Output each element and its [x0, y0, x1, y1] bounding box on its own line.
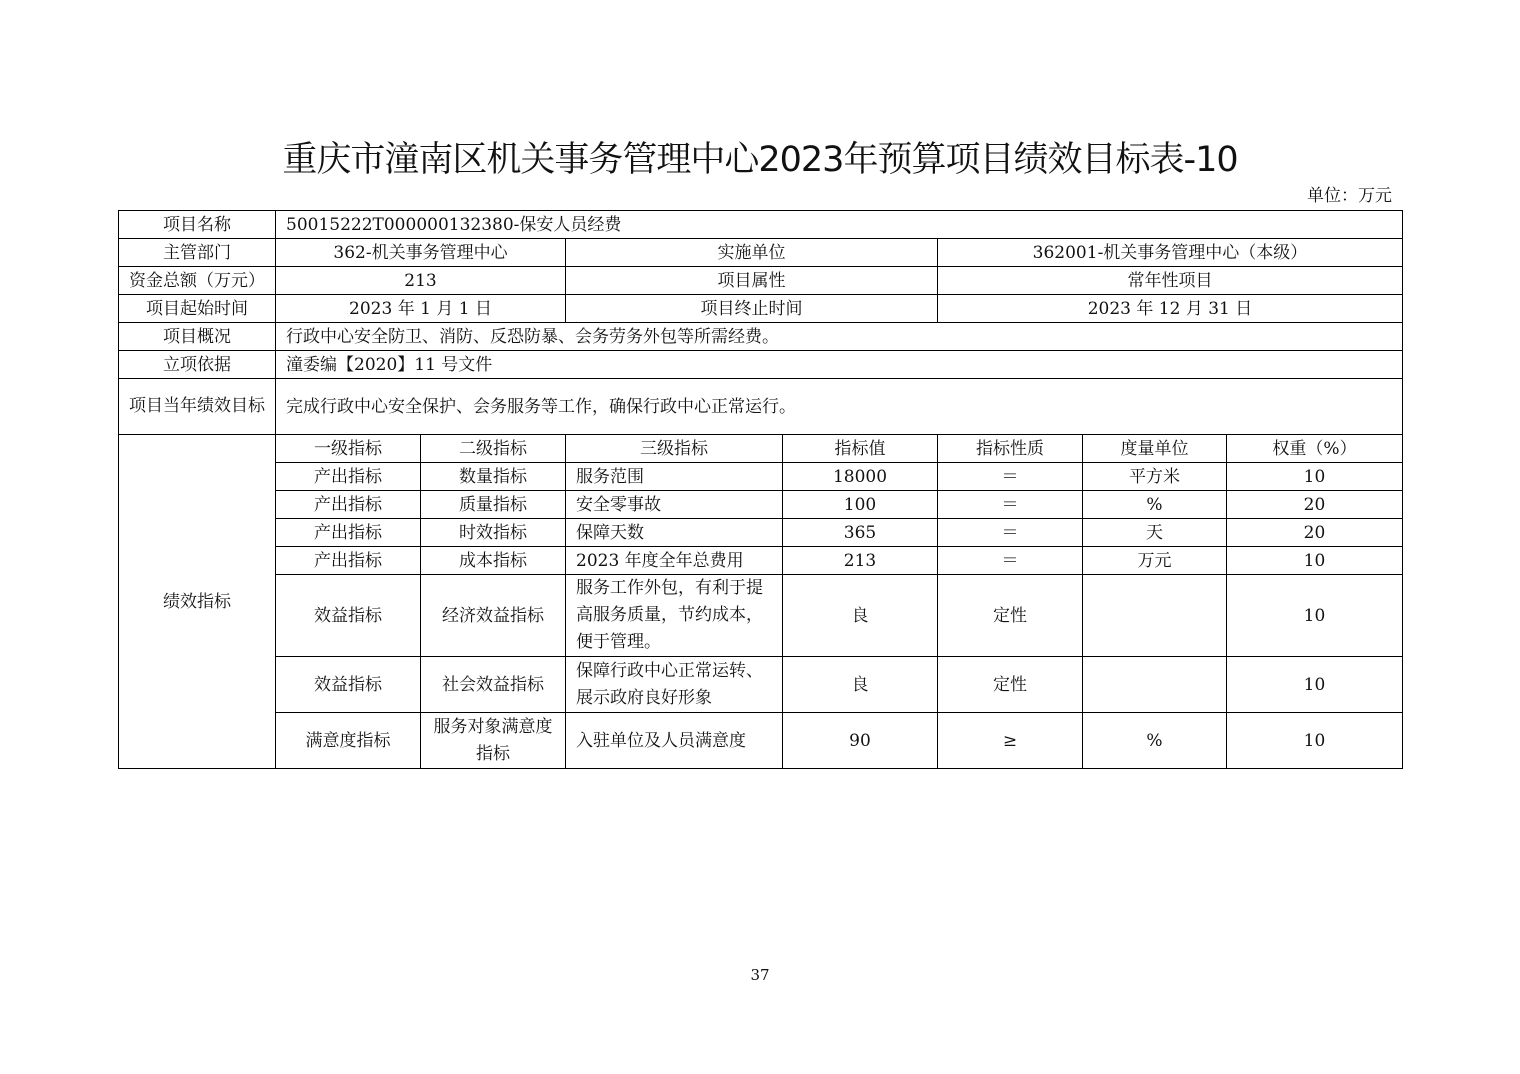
value-annual-goal: 完成行政中心安全保护、会务服务等工作，确保行政中心正常运行。: [276, 379, 1403, 435]
label-start-date: 项目起始时间: [119, 295, 276, 323]
indicator-row: [119, 519, 1403, 547]
indicator-unit: [1083, 657, 1227, 713]
header-level1: 一级指标: [276, 435, 421, 463]
indicator-row: [119, 713, 1403, 769]
header-value: 指标值: [783, 435, 938, 463]
indicator-weight: 10: [1227, 575, 1403, 657]
indicator-level2: 社会效益指标: [421, 657, 566, 713]
label-implementing-unit: 实施单位: [566, 239, 938, 267]
indicator-nature: ≥: [938, 713, 1083, 769]
indicator-value: 18000: [783, 463, 938, 491]
label-project-attribute: 项目属性: [566, 267, 938, 295]
indicator-unit: 天: [1083, 519, 1227, 547]
indicator-row: [119, 657, 1403, 713]
indicator-level3: 2023 年度全年总费用: [566, 547, 783, 575]
indicator-value: 良: [783, 657, 938, 713]
indicator-unit: 万元: [1083, 547, 1227, 575]
indicator-row: [119, 463, 1403, 491]
indicator-unit: %: [1083, 713, 1227, 769]
indicator-row: [119, 491, 1403, 519]
indicator-value: 213: [783, 547, 938, 575]
indicator-level3: 保障行政中心正常运转、展示政府良好形象: [566, 657, 783, 713]
row-overview: [119, 323, 1403, 351]
row-fund: [119, 267, 1403, 295]
page-number: 37: [750, 966, 770, 984]
value-project-attribute: 常年性项目: [938, 267, 1403, 295]
header-weight: 权重（%）: [1227, 435, 1403, 463]
unit-label: 单位：万元: [1307, 186, 1392, 206]
row-annual-goal: [119, 379, 1403, 435]
indicator-weight: 20: [1227, 491, 1403, 519]
indicator-nature: 定性: [938, 657, 1083, 713]
label-department: 主管部门: [119, 239, 276, 267]
indicator-nature: 定性: [938, 575, 1083, 657]
performance-target-table: [118, 210, 1403, 769]
value-end-date: 2023 年 12 月 31 日: [938, 295, 1403, 323]
header-level2: 二级指标: [421, 435, 566, 463]
indicator-nature: ＝: [938, 463, 1083, 491]
indicator-unit: 平方米: [1083, 463, 1227, 491]
value-start-date: 2023 年 1 月 1 日: [276, 295, 566, 323]
indicator-weight: 10: [1227, 463, 1403, 491]
value-basis: 潼委编【2020】11 号文件: [276, 351, 1403, 379]
indicator-unit: %: [1083, 491, 1227, 519]
indicator-unit: [1083, 575, 1227, 657]
indicator-level2: 时效指标: [421, 519, 566, 547]
indicator-level2: 数量指标: [421, 463, 566, 491]
label-overview: 项目概况: [119, 323, 276, 351]
indicator-weight: 10: [1227, 713, 1403, 769]
indicator-value: 365: [783, 519, 938, 547]
indicator-weight: 20: [1227, 519, 1403, 547]
row-department: [119, 239, 1403, 267]
label-performance-indicators: 绩效指标: [119, 435, 276, 769]
indicator-level1: 产出指标: [276, 463, 421, 491]
indicator-nature: ＝: [938, 519, 1083, 547]
indicator-level2: 经济效益指标: [421, 575, 566, 657]
indicator-level1: 效益指标: [276, 575, 421, 657]
header-level3: 三级指标: [566, 435, 783, 463]
indicator-nature: ＝: [938, 547, 1083, 575]
indicator-weight: 10: [1227, 657, 1403, 713]
indicator-level2: 质量指标: [421, 491, 566, 519]
label-end-date: 项目终止时间: [566, 295, 938, 323]
value-implementing-unit: 362001-机关事务管理中心（本级）: [938, 239, 1403, 267]
indicator-level2: 服务对象满意度指标: [421, 713, 566, 769]
row-basis: [119, 351, 1403, 379]
indicator-weight: 10: [1227, 547, 1403, 575]
row-dates: [119, 295, 1403, 323]
page-title: 重庆市潼南区机关事务管理中心2023年预算项目绩效目标表-10: [282, 140, 1238, 180]
label-annual-goal: 项目当年绩效目标: [119, 379, 276, 435]
indicator-row: [119, 575, 1403, 657]
value-fund-total: 213: [276, 267, 566, 295]
label-project-name: 项目名称: [119, 211, 276, 239]
indicator-level3: 服务工作外包，有利于提高服务质量，节约成本，便于管理。: [566, 575, 783, 657]
value-project-name: 50015222T000000132380-保安人员经费: [276, 211, 1403, 239]
indicator-row: [119, 547, 1403, 575]
indicator-level3: 入驻单位及人员满意度: [566, 713, 783, 769]
indicator-level3: 安全零事故: [566, 491, 783, 519]
indicator-value: 90: [783, 713, 938, 769]
value-department: 362-机关事务管理中心: [276, 239, 566, 267]
indicator-level1: 满意度指标: [276, 713, 421, 769]
indicator-header-row: [119, 435, 1403, 463]
label-basis: 立项依据: [119, 351, 276, 379]
header-unit: 度量单位: [1083, 435, 1227, 463]
indicator-level2: 成本指标: [421, 547, 566, 575]
row-project-name: [119, 211, 1403, 239]
header-nature: 指标性质: [938, 435, 1083, 463]
indicator-level1: 产出指标: [276, 547, 421, 575]
indicator-level3: 保障天数: [566, 519, 783, 547]
indicator-value: 良: [783, 575, 938, 657]
indicator-level1: 效益指标: [276, 657, 421, 713]
value-overview: 行政中心安全防卫、消防、反恐防暴、会务劳务外包等所需经费。: [276, 323, 1403, 351]
indicator-level1: 产出指标: [276, 491, 421, 519]
label-fund-total: 资金总额（万元）: [119, 267, 276, 295]
indicator-level1: 产出指标: [276, 519, 421, 547]
indicator-value: 100: [783, 491, 938, 519]
indicator-nature: ＝: [938, 491, 1083, 519]
indicator-level3: 服务范围: [566, 463, 783, 491]
